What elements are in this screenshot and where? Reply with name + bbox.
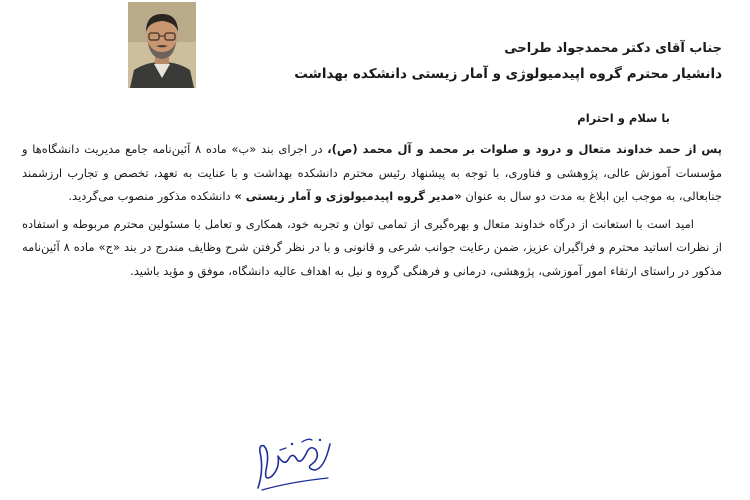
greeting: با سلام و احترام xyxy=(577,111,670,125)
paragraph-appointment xyxy=(22,138,722,209)
handwritten-signature xyxy=(250,430,340,496)
appointment-text-a: در اجرای بند «ب» ماده ۸ آئین‌نامه جامع مدیریت دانشگاه‌ها و مؤسسات آموزش عالی، پژوهشی و فناوری، با توجه به پیشنهاد رئیس محترم دانشکده بهداشت و با عنایت به تعهد، تخصص و تجارب ارزشمند جنابعالی، به موجب این ابلاغ به مدت دو سال به عنوان xyxy=(22,142,722,203)
signature-scribble xyxy=(250,430,340,496)
appointment-title: «مدیر گروه اپیدمیولوژی و آمار زیستی » xyxy=(234,189,462,203)
addressee-position: دانشیار محترم گروه اپیدمیولوژی و آمار زیستی دانشکده بهداشت xyxy=(294,66,722,82)
appointment-text-b: دانشکده مذکور منصوب می‌گردید. xyxy=(68,189,235,203)
paragraph-wishes: امید است با استعانت از درگاه خداوند متعال و بهره‌گیری از تمامی توان و تجربه خود، همکاری و تعامل با مسئولین محترم مربوطه و استفاده از نظرات اساتید محترم و فراگیران عزیز، ضمن رعایت جوانب شرعی و قانونی و با در نظر گرفتن شرح وظایف مندرج در بند «ج» ماده ۸ آئین‌نامه مذکور در راستای ارتقاء امور آموزشی، پژوهشی، درمانی و فرهنگی گروه و نیل به اهداف عالیه دانشگاه، موفق و مؤید باشید. xyxy=(22,216,722,278)
addressee-block xyxy=(242,38,722,88)
letter-body xyxy=(22,138,722,283)
portrait-image xyxy=(128,2,196,88)
addressee-name: جناب آقای دکتر محمدجواد طراحی xyxy=(504,41,722,56)
portrait-photo xyxy=(128,2,196,88)
opening-praise: پس از حمد خداوند متعال و درود و صلوات بر محمد و آل محمد (ص)، xyxy=(327,142,722,156)
